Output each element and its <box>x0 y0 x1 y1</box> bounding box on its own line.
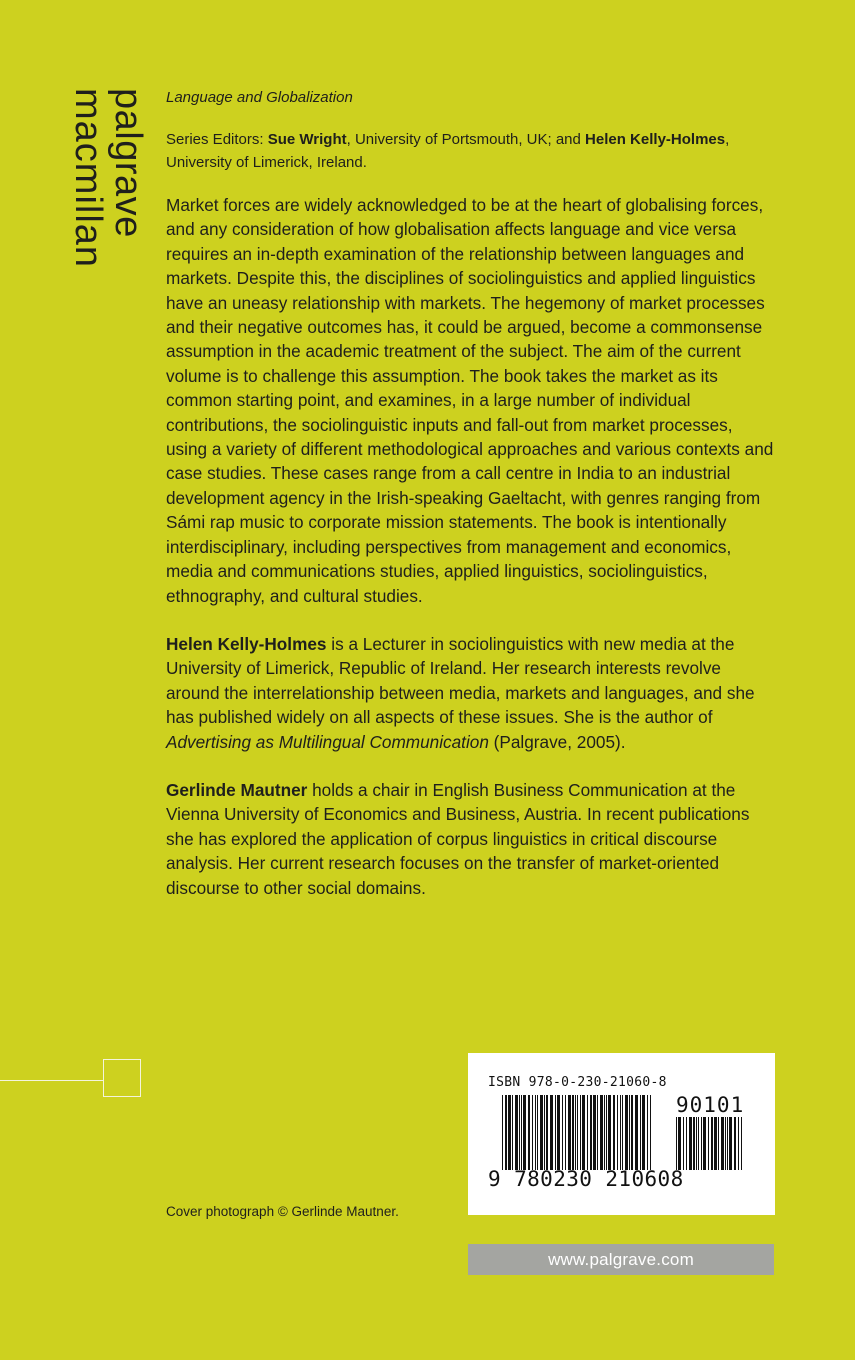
barcode-bar <box>701 1117 702 1170</box>
logo-palgrave: palgrave <box>107 88 149 238</box>
decorative-line <box>0 1080 103 1081</box>
barcode-bar <box>696 1117 697 1170</box>
ean-digits: 9 780230 210608 <box>488 1167 684 1191</box>
barcode-bar <box>580 1095 581 1170</box>
book-description: Market forces are widely acknowledged to be at the heart of globalising forces, and any consideration of how globalisation affects language and vice versa requires an in-depth examination of the relationship between languages and markets. Despite this, the disciplines of sociolinguistics and applied linguistics have an uneasy relationship with markets. The hegemony of market processes and their negative outcomes has, it could be argued, become a commonsense assumption in the academic treatment of the subject. The aim of the current volume is to challenge this assumption. The book takes the market as its common starting point, and examines, in a large number of individual contributions, the sociolinguistic inputs and fall-out from market processes, using a variety of different methodological approaches and various contexts and case studies. These cases range from a call centre in India to an industrial development agency in the Irish-speaking Gaeltacht, with genres ranging from Sámi rap music to corporate mission statements. The book is intentionally interdisciplinary, including perspectives from management and economics, media and communications studies, applied linguistics, sociolinguistics, ethnography, and cultural studies. <box>166 195 774 606</box>
barcode-bar <box>590 1095 592 1170</box>
barcode-bar <box>562 1095 563 1170</box>
decorative-square <box>103 1059 141 1097</box>
barcode-bar <box>523 1095 526 1170</box>
barcode-bar <box>508 1095 511 1170</box>
barcode-bar <box>577 1095 578 1170</box>
barcode-bar <box>727 1117 728 1170</box>
barcode-bar <box>617 1095 618 1170</box>
series-title: Language and Globalization <box>166 89 353 106</box>
barcode-bar <box>676 1117 677 1170</box>
barcode-bar <box>505 1095 507 1170</box>
barcode-bar <box>565 1095 566 1170</box>
barcode-bar <box>575 1095 576 1170</box>
barcode-bar <box>678 1117 681 1170</box>
barcode-bar <box>535 1095 536 1170</box>
barcode-bar <box>613 1095 615 1170</box>
barcode-bar <box>515 1095 518 1170</box>
series-editors: Series Editors: Sue Wright, University of Portsmouth, UK; and Helen Kelly-Holmes, University of Limerick, Ireland. <box>166 131 730 171</box>
barcode-bar <box>600 1095 603 1170</box>
barcode-bar <box>635 1095 638 1170</box>
barcode-bar <box>683 1117 684 1170</box>
barcode-bar <box>604 1095 605 1170</box>
author-name: Gerlinde Mautner <box>166 779 308 800</box>
barcode-bar <box>686 1117 687 1170</box>
barcode-bar <box>540 1095 543 1170</box>
barcode-bar <box>622 1095 623 1170</box>
barcode-bar <box>729 1117 732 1170</box>
barcode-bar <box>693 1117 695 1170</box>
author-bio-1: Helen Kelly-Holmes is a Lecturer in sociolinguistics with new media at the University of Limerick, Republic of Ireland. Her research interests revolve around the interrelationship between media, markets and languages, and she has published widely on all aspects of these issues. She is the author of Advertising as Multilingual Communication (Palgrave, 2005). <box>166 633 755 752</box>
logo-macmillan: macmillan <box>67 88 109 269</box>
barcode-bar <box>606 1095 607 1170</box>
barcode-bar <box>738 1117 739 1170</box>
barcode-bar <box>528 1095 530 1170</box>
cited-book-title: Advertising as Multilingual Communication <box>166 731 489 752</box>
barcode-panel <box>468 1053 775 1215</box>
barcode-bar <box>640 1095 641 1170</box>
barcode-bar <box>689 1117 692 1170</box>
barcode-bar <box>629 1095 630 1170</box>
barcode-bar <box>597 1095 598 1170</box>
barcode-bar <box>555 1095 556 1170</box>
barcode-bar <box>546 1095 548 1170</box>
barcode-bar <box>620 1095 621 1170</box>
barcode-bar <box>532 1095 533 1170</box>
barcode-bar <box>734 1117 736 1170</box>
editor-name: Helen Kelly-Holmes <box>585 131 726 148</box>
barcode-bar <box>708 1117 709 1170</box>
barcode-bar <box>550 1095 553 1170</box>
barcode-bar <box>721 1117 724 1170</box>
barcode-bar <box>608 1095 611 1170</box>
back-cover-text <box>166 86 774 900</box>
publisher-logo <box>58 88 148 273</box>
publisher-url: www.palgrave.com <box>468 1244 774 1275</box>
author-name: Helen Kelly-Holmes <box>166 633 327 654</box>
barcode-bar <box>544 1095 545 1170</box>
barcode-bar <box>521 1095 522 1170</box>
barcode-bar <box>725 1117 726 1170</box>
author-bio-2: Gerlinde Mautner holds a chair in English Business Communication at the Vienna University of Economics and Business, Austria. In recent publications she has explored the application of corpus linguistics in critical discourse analysis. Her current research focuses on the transfer of market-oriented discourse to other social domains. <box>166 779 750 898</box>
barcode-bar <box>703 1117 706 1170</box>
barcode-bar <box>519 1095 520 1170</box>
barcode-bar <box>714 1117 717 1170</box>
barcode-bar <box>582 1095 585 1170</box>
barcode-bar <box>741 1117 742 1170</box>
barcode-bar <box>593 1095 596 1170</box>
editor-name: Sue Wright <box>267 131 347 148</box>
barcode-bar <box>568 1095 571 1170</box>
barcode-bar <box>502 1095 503 1170</box>
barcode-bar <box>718 1117 719 1170</box>
barcode-bar <box>572 1095 574 1170</box>
barcode-bar <box>631 1095 633 1170</box>
barcode-bar <box>512 1095 513 1170</box>
barcode-bar <box>650 1095 651 1170</box>
barcode-bar <box>625 1095 628 1170</box>
barcode-bar <box>647 1095 648 1170</box>
isbn-label: ISBN 978-0-230-21060-8 <box>488 1075 667 1090</box>
barcode-bar <box>642 1095 645 1170</box>
barcode-bar <box>698 1117 699 1170</box>
barcode-bar <box>537 1095 538 1170</box>
barcode-bar <box>587 1095 588 1170</box>
cover-photo-credit: Cover photograph © Gerlinde Mautner. <box>166 1204 399 1219</box>
price-code: 90101 <box>676 1093 745 1117</box>
barcode-bar <box>557 1095 560 1170</box>
barcode-bar <box>711 1117 713 1170</box>
